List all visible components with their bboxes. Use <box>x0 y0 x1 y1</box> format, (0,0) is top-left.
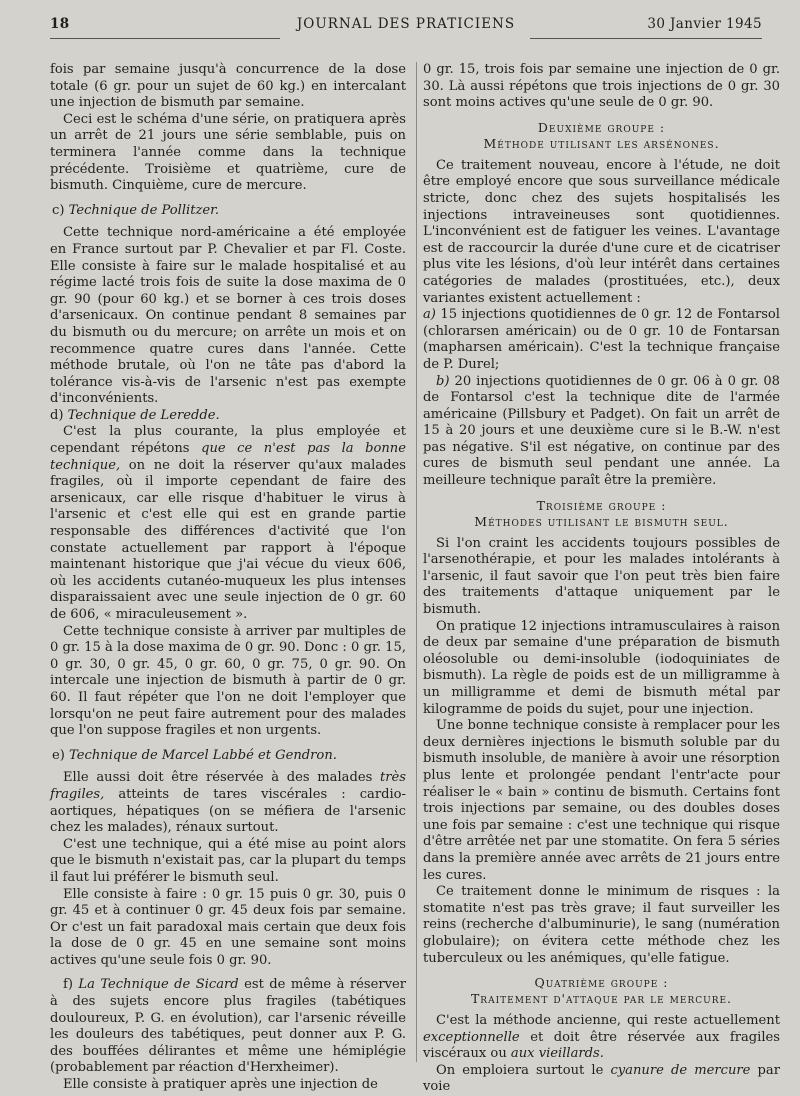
paragraph: Elle consiste à pratiquer après une injection de <box>63 1077 378 1093</box>
paragraph: 0 gr. 15, trois fois par semaine une injection de 0 gr. 30. Là aussi répétons que trois injections de 0 gr. 30 sont moins actives qu'une seule de 0 gr. 90. <box>423 62 780 111</box>
column-separator <box>416 62 417 1062</box>
paragraph: On pratique 12 injections intramusculaires à raison de deux par semaine d'une préparation de bismuth oléosoluble ou demi-insoluble (iodoquiniates de bismuth). La règle de poids est de un milligramme à un milligramme et demi de bismuth métal par kilogramme de poids du sujet, pour une injection. <box>423 618 780 717</box>
right-column <box>423 62 780 1096</box>
header-rule-right <box>530 38 762 39</box>
group-heading-2: Deuxième groupe : Méthode utilisant les arsénones. <box>483 119 720 151</box>
paragraph: C'est la méthode ancienne, qui reste actuellement exceptionnelle et doit être réservée aux fragiles viscéraux ou aux vieillards. <box>423 1013 780 1062</box>
paragraph: Cette technique nord-américaine a été employée en France surtout par P. Chevalier et par Fl. Coste. Elle consiste à faire sur le malade hospitalisé et au régime lacté trois fois de suite la dose maxima de 0 gr. 90 (pour 60 kg.) et se borner à ces trois doses d'arsenicaux. On continue pendant 8 semaines par du bismuth ou du mercure; on arrête un mois et on recommence quatre cures dans l'année. Cette méthode brutale, où l'on ne tâte pas d'abord la tolérance vis-à-vis de l'arsenic n'est pas exempte d'inconvénients. <box>50 225 406 407</box>
paragraph: C'est la plus courante, la plus employée et cependant répétons que ce n'est pas la bonne technique, on ne doit la réserver qu'aux malades fragiles, où il importe cependant de faire des arsenicaux, car elle risque d'habituer le virus à l'arsenic et c'est elle qui est en grande partie responsable des différences d'activité que l'on constate actuellement par rapport à l'époque maintenant historique que j'ai vécue du vieux 606, où les accidents cutanéo-muqueux les plus intenses disparaissaient avec une seule injection de 0 gr. 60 de 606, « miraculeusement ». <box>50 424 406 622</box>
list-item-b: b) 20 injections quotidiennes de 0 gr. 06 à 0 gr. 08 de Fontarsol c'est la technique dite de l'armée américaine (Pillsbury et Padget). On fait un arrêt de 15 à 20 jours et une deuxième cure si le B.-W. n'est pas négative. S'il est négative, on continue par des cures de bismuth seul pendant une année. La meilleure technique paraît être la première. <box>423 373 780 489</box>
paragraph: Si l'on craint les accidents toujours possibles de l'arsenothérapie, et pour les malades intolérants à l'arsenic, il faut savoir que l'on peut très bien faire des traitements d'attaque uniquement par le bismuth. <box>423 535 780 618</box>
issue-date: 30 Janvier 1945 <box>647 16 762 32</box>
journal-title: JOURNAL DES PRATICIENS <box>296 16 516 32</box>
paragraph: Ceci est le schéma d'une série, on pratiquera après un arrêt de 21 jours une série semblable, puis on terminera l'année comme dans la technique précédente. Troisième et quatrième, cure de bismuth. Cinquième, cure de mercure. <box>50 111 406 194</box>
paragraph: Ce traitement donne le minimum de risques : la stomatite n'est pas très grave; il faut surveiller les reins (recherche d'albuminurie), le sang (numération globulaire); on évitera cette méthode chez les tuberculeux ou les anémiques, qu'elle fatigue. <box>423 884 780 966</box>
group-heading-4: Quatrième groupe : Traitement d'attaque par le mercure. <box>470 975 733 1007</box>
group-heading-3: Troisième groupe : Méthodes utilisant le bismuth seul. <box>474 497 729 529</box>
section-heading-d: d) Technique de Leredde. <box>50 407 220 423</box>
paragraph: C'est une technique, qui a été mise au point alors que le bismuth n'existait pas, car la plupart du temps il faut lui préférer le bismuth seul. <box>50 836 406 885</box>
paragraph: fois par semaine jusqu'à concurrence de la dose totale (6 gr. pour un sujet de 60 kg.) en intercalant une injection de bismuth par semaine. <box>50 62 406 111</box>
header-rule-left <box>50 38 280 39</box>
list-item-a: a) 15 injections quotidiennes de 0 gr. 12 de Fontarsol (chlorarsen américain) ou de 0 gr. 10 de Fontarsan (mapharsen américain). C'est la technique française de P. Durel; <box>423 307 780 372</box>
paragraph: Cette technique consiste à arriver par multiples de 0 gr. 15 à la dose maxima de 0 gr. 90. Donc : 0 gr. 15, 0 gr. 30, 0 gr. 45, 0 gr. 60, 0 gr. 75, 0 gr. 90. On intercale une injection de bismuth à partir de 0 gr. 60. Il faut répéter que l'on ne doit l'employer que lorsqu'on ne peut faire autrement pour des malades que l'on suppose fragiles et non urgents. <box>50 623 406 739</box>
paragraph: Une bonne technique consiste à remplacer pour les deux dernières injections le bismuth soluble par du bismuth insoluble, de manière à avoir une résorption plus lente et prolongée pendant l'entr'acte pour réaliser le « bain » continu de bismuth. Certains font trois injections par semaine, ou des doubles doses une fois par semaine : c'est une technique qui risque d'être arrêtée net par une stomatite. On fera 5 séries dans la première année avec arrêts de 21 jours entre les cures. <box>423 718 780 883</box>
paragraph-f: f) La Technique de Sicard est de même à réserver à des sujets encore plus fragiles (tabétiques douloureux, P. G. en évolution), car l'arsenic réveille les douleurs des tabétiques, peut donner aux P. G. des bouffées délirantes et même une hémiplégie (probablement par réaction d'Herxheimer). <box>50 977 406 1076</box>
page-header <box>50 16 762 36</box>
paragraph: Ce traitement nouveau, encore à l'étude, ne doit être employé encore que sous surveillance médicale stricte, donc chez des sujets hospitalisés les injections intraveineuses sont quotidiennes. L'inconvénient est de fatiguer les veines. L'avantage est de raccourcir la durée d'une cure et de cicatriser plus vite les lésions, d'où leur intérêt dans certaines catégories de malades (prostituées, etc.), deux variantes existent actuellement : <box>423 157 780 306</box>
paragraph: Elle consiste à faire : 0 gr. 15 puis 0 gr. 30, puis 0 gr. 45 et à continuer 0 gr. 45 deux fois par semaine. Or c'est un fait paradoxal mais certain que deux fois la dose de 0 gr. 45 en une semaine sont moins actives qu'une seule fois 0 gr. 90. <box>50 886 406 968</box>
section-heading-e: e) Technique de Marcel Labbé et Gendron. <box>52 747 337 763</box>
section-heading-c: c) Technique de Pollitzer. <box>52 202 220 218</box>
paragraph: Elle aussi doit être réservée à des malades très fragiles, atteints de tares viscérales : cardio-aortiques, hépatiques (on se méfiera de l'arsenic chez les malades), rénaux surtout. <box>50 770 406 836</box>
left-column <box>50 62 406 1094</box>
paragraph: On emploiera surtout le cyanure de mercure par voie <box>423 1062 780 1095</box>
page-number: 18 <box>50 16 70 32</box>
